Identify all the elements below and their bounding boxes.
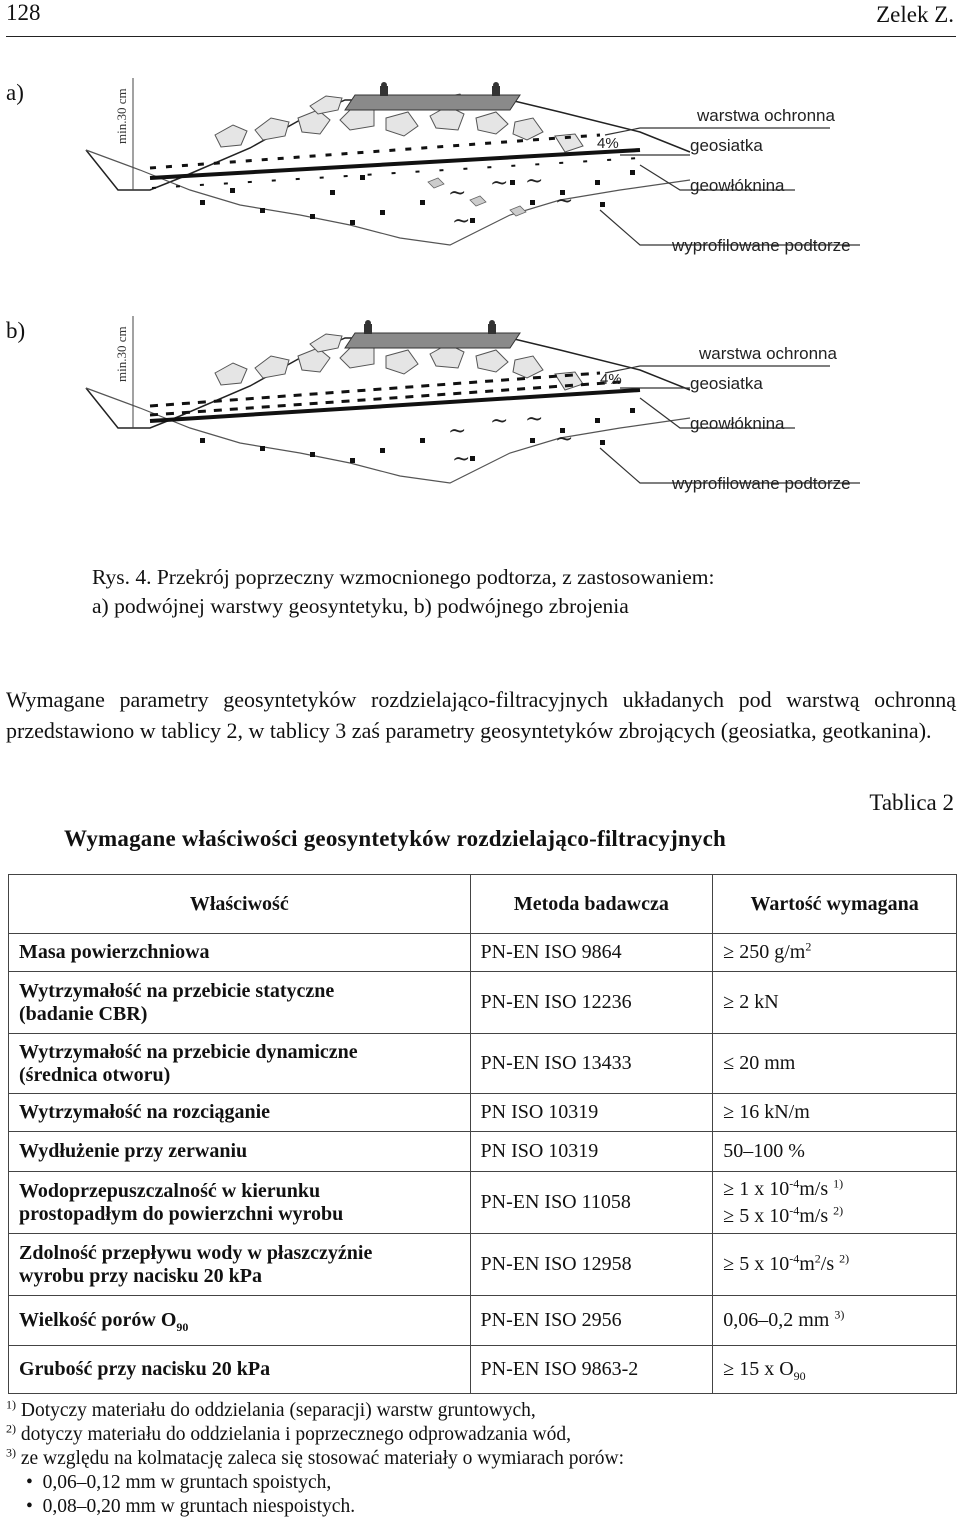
value-cell: ≥ 2 kN (713, 972, 957, 1034)
method-cell: PN-EN ISO 2956 (470, 1296, 713, 1346)
running-head: Zelek Z. (876, 2, 954, 27)
value-cell: 0,06–0,2 mm $^{3)}$ (713, 1296, 957, 1346)
method-cell: PN ISO 10319 (470, 1132, 713, 1172)
table-row (9, 1296, 957, 1346)
property-cell: Wytrzymałość na przebicie statyczne (badanie CBR) (9, 972, 471, 1034)
property-cell: Zdolność przepływu wody w płaszczyźnie wyrobu przy nacisku 20 kPa (9, 1234, 471, 1296)
header-rule (6, 36, 956, 37)
table-header-row (9, 875, 957, 934)
property-cell: Grubość przy nacisku 20 kPa (9, 1346, 471, 1394)
table-row (9, 1172, 957, 1234)
method-cell: PN-EN ISO 9864 (470, 934, 713, 972)
property-cell: Wielkość porów $O_{90}$ (9, 1296, 471, 1346)
method-cell: PN-EN ISO 12958 (470, 1234, 713, 1296)
table-number: Tablica 2 (869, 790, 954, 815)
svg-text:~: ~ (555, 189, 574, 214)
label-podtorze-a: wyprofilowane podtorze (672, 236, 851, 255)
figure-caption (92, 563, 714, 621)
page-number: 128 (6, 0, 41, 25)
label-geosiatka-b: geosiatka (690, 374, 763, 393)
panel-b-drawing (86, 316, 860, 483)
caption-line-2: a) podwójnej warstwy geosyntetyku, b) podwójnego zbrojenia (92, 594, 629, 618)
caption-line-1: Rys. 4. Przekrój poprzeczny wzmocnionego podtorza, z zastosowaniem: (92, 565, 715, 589)
panel-a-label: a) (6, 80, 24, 105)
body-paragraph: Wymagane parametry geosyntetyków rozdzielająco-filtracyjnych układanych pod warstwą ochronną przedstawiono w tablicy 2, w tablicy 3 zaś parametry geosyntetyków zbrojących (geosiatka, geotkanina). (6, 687, 956, 743)
svg-text:~: ~ (448, 181, 467, 206)
property-cell: Masa powierzchniowa (9, 934, 471, 972)
svg-text:~: ~ (448, 419, 467, 444)
dimension-label-b: min.30 cm (114, 326, 129, 382)
parameters-table (8, 874, 957, 1394)
bullet-item: • 0,06–0,12 mm w gruntach spoistych, (26, 1472, 332, 1493)
value-cell: ≤ 20 mm (713, 1034, 957, 1094)
label-podtorze-b: wyprofilowane podtorze (672, 474, 851, 493)
label-warstwa-ochronna-b: warstwa ochronna (699, 344, 837, 363)
table-row (9, 1094, 957, 1132)
svg-text:~: ~ (555, 427, 574, 452)
label-warstwa-ochronna-a: warstwa ochronna (697, 106, 835, 125)
svg-text:~: ~ (525, 407, 544, 432)
table-row (9, 1346, 957, 1394)
slope-label-a: 4% (597, 135, 619, 152)
table-row (9, 934, 957, 972)
panel-a-drawing (86, 78, 860, 245)
table-row (9, 1234, 957, 1296)
footnote-1: $^{1)}$ Dotyczy materiału do oddzielania (separacji) warstw gruntowych, (6, 1397, 536, 1421)
svg-text:~: ~ (452, 447, 471, 472)
header-value: Wartość wymagana (713, 875, 957, 934)
table-title: Wymagane właściwości geosyntetyków rozdzielająco-filtracyjnych (64, 826, 727, 851)
label-geowloknina-a: geowłóknina (690, 176, 785, 195)
header-property: Właściwość (9, 875, 471, 934)
label-geowloknina-b: geowłóknina (690, 414, 785, 433)
method-cell: PN-EN ISO 11058 (470, 1172, 713, 1234)
footnote-2: $^{2)}$ dotyczy materiału do oddzielania i poprzecznego odprowadzania wód, (6, 1421, 571, 1445)
property-cell: Wydłużenie przy zerwaniu (9, 1132, 471, 1172)
method-cell: PN ISO 10319 (470, 1094, 713, 1132)
method-cell: PN-EN ISO 9863-2 (470, 1346, 713, 1394)
value-cell: ≥ 16 kN/m (713, 1094, 957, 1132)
dimension-label-a: min.30 cm (114, 88, 129, 144)
panel-b-label: b) (6, 318, 26, 343)
svg-text:~: ~ (525, 169, 544, 194)
value-cell: 50–100 % (713, 1132, 957, 1172)
value-cell: ≥ 5 x $10^{-4}m^2/s$ $^{2)}$ (713, 1234, 957, 1296)
method-cell: PN-EN ISO 13433 (470, 1034, 713, 1094)
label-geosiatka-a: geosiatka (690, 136, 763, 155)
footnote-3: $^{3)}$ ze względu na kolmatację zaleca się stosować materiały o wymiarach porów: (6, 1445, 625, 1469)
property-cell: Wodoprzepuszczalność w kierunku prostopadłym do powierzchni wyrobu (9, 1172, 471, 1234)
svg-text:~: ~ (490, 171, 509, 196)
bullet-item: • 0,08–0,20 mm w gruntach niespoistych. (26, 1496, 356, 1517)
table-row (9, 972, 957, 1034)
property-cell: Wytrzymałość na przebicie dynamiczne (średnica otworu) (9, 1034, 471, 1094)
table-row (9, 1132, 957, 1172)
svg-text:~: ~ (490, 409, 509, 434)
footnotes (6, 1399, 624, 1519)
slope-label-b: 4% (600, 371, 622, 388)
header-method: Metoda badawcza (470, 875, 713, 934)
value-cell: ≥ 1 x $10^{-4}m/s$ $^{1)}$ ≥ 5 x $10^{-4}m/s$ $^{2)}$ (713, 1172, 957, 1234)
table-row (9, 1034, 957, 1094)
property-cell: Wytrzymałość na rozciąganie (9, 1094, 471, 1132)
svg-text:~: ~ (452, 209, 471, 234)
method-cell: PN-EN ISO 12236 (470, 972, 713, 1034)
value-cell: ≥ 15 x $O_{90}$ (713, 1346, 957, 1394)
value-cell: ≥ 250 $g/m^2$ (713, 934, 957, 972)
